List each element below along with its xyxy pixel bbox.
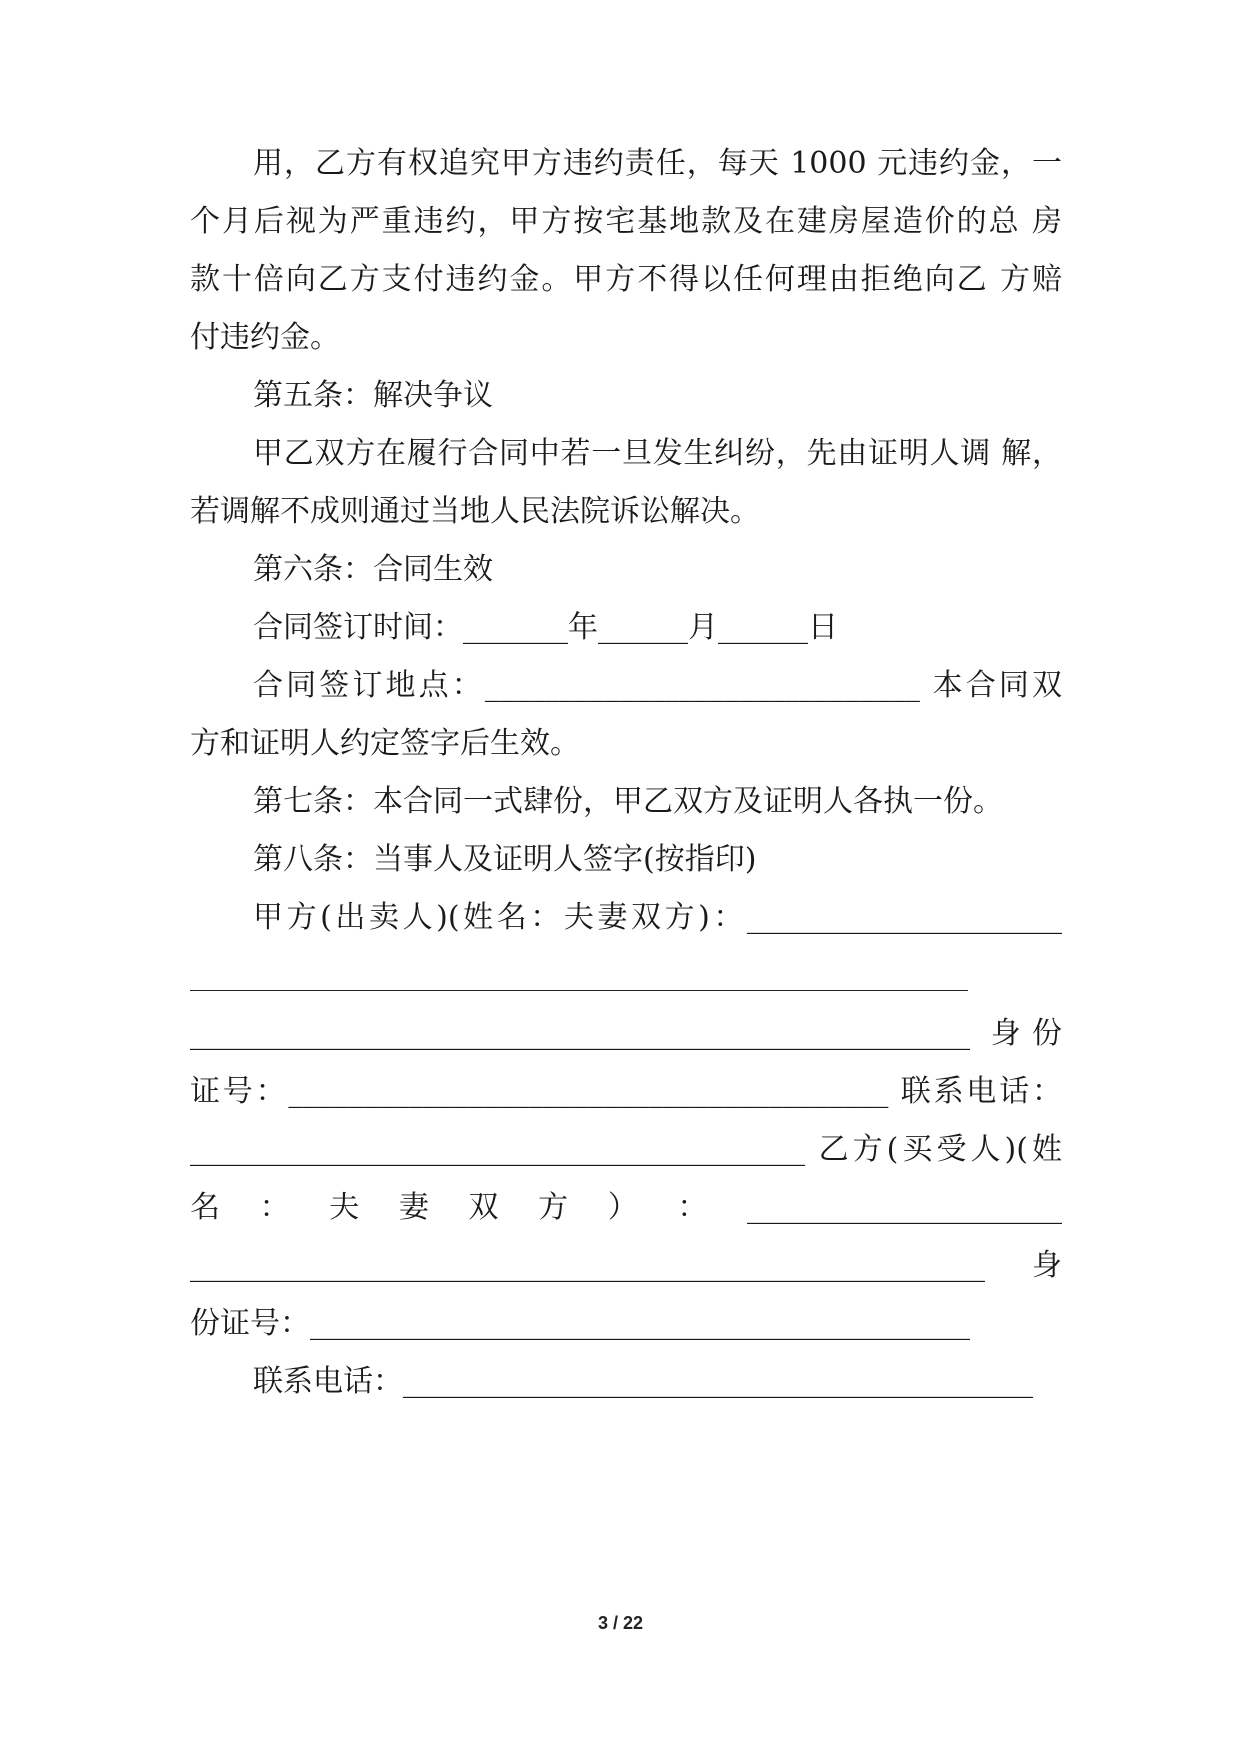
- signing-place-line: 合同签订地点：_____________________________ 本合同双: [253, 668, 1062, 703]
- party-b-id-number-line: 份证号：____________________________________________: [190, 1306, 970, 1341]
- article-heading: 第七条：本合同一式肆份，甲乙双方及证明人各执一份。: [253, 784, 1003, 819]
- party-a-line: 甲方(出卖人)(姓名：夫妻双方)：_____________________: [253, 900, 1062, 935]
- signature-blank: [190, 990, 968, 991]
- page-number: 3 / 22: [597, 1613, 644, 1633]
- article-heading: 第八条：当事人及证明人签字(按指印): [253, 842, 757, 877]
- party-a-phone-line: 证号：________________________________________ 联系电话：: [190, 1074, 1062, 1109]
- text-line: 个月后视为严重违约，甲方按宅基地款及在建房屋造价的总 房: [190, 204, 1062, 239]
- text-line: 方和证明人约定签字后生效。: [190, 726, 580, 761]
- article-heading: 第五条：解决争议: [253, 378, 493, 413]
- party-a-id-line: ____________________________________________________ 身份: [190, 1016, 1062, 1051]
- text-line: 付违约金。: [190, 320, 340, 355]
- text-line: 甲乙双方在履行合同中若一旦发生纠纷，先由证明人调 解，: [253, 436, 1062, 471]
- party-b-phone-line: 联系电话：__________________________________________: [253, 1364, 1033, 1399]
- article-heading: 第六条：合同生效: [253, 552, 493, 587]
- signing-date-line: 合同签订时间：_______年______月______日: [253, 610, 838, 645]
- text-line: 若调解不成则通过当地人民法院诉讼解决。: [190, 494, 760, 529]
- text-line: 款十倍向乙方支付违约金。甲方不得以任何理由拒绝向乙 方赔: [190, 262, 1062, 297]
- party-b-name-line: 名 ： 夫 妻 双 方 ） ： _____________________: [190, 1190, 1062, 1225]
- party-b-id-line: _____________________________________________________ 身: [190, 1248, 1062, 1283]
- party-b-line: _________________________________________ 乙方(买受人)(姓: [190, 1132, 1062, 1167]
- text-line: 用，乙方有权追究甲方违约责任，每天 1000 元违约金，一: [253, 146, 1062, 181]
